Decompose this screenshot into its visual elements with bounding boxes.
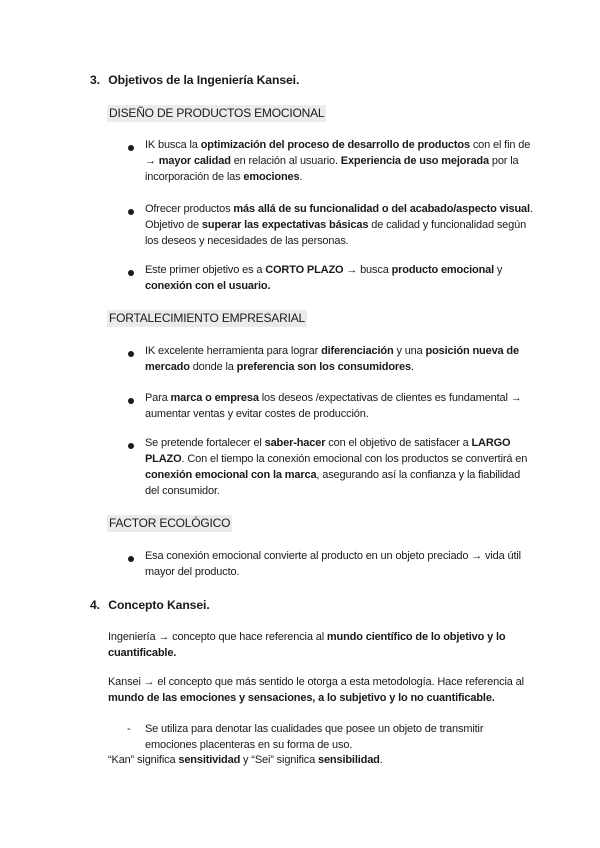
bullet-ecologico-1: Esa conexión emocional convierte al producto en un objeto preciado → vida útil mayor del producto. (145, 550, 521, 578)
bullet-fortalecimiento-3: Se pretende fortalecer el saber-hacer con el objetivo de satisfacer a LARGO PLAZO. Con el tiempo la conexión emocional con los productos se convertirá en conexión emocional con la marca, asegurando así la confianza y la fiabilidad del consumidor. (145, 437, 528, 497)
bullet-fortalecimiento-2: Para marca o empresa los deseos /expectativas de clientes es fundamental → aumentar ventas y evitar costes de producción. (145, 392, 522, 420)
dash-marker: - (127, 723, 131, 735)
subheading-fortalecimiento: FORTALECIMIENTO EMPRESARIAL (109, 311, 305, 325)
paragraph-kan-sei: “Kan” significa sensitividad y “Sei” significa sensibilidad. (108, 754, 383, 766)
bullet-marker (128, 145, 134, 151)
section-4-heading (90, 598, 210, 612)
section-3-number: 3. (90, 73, 100, 87)
paragraph-ingenieria: Ingeniería → concepto que hace referencia al mundo científico de lo objetivo y lo cuantificable. (108, 631, 506, 659)
section-3-heading (90, 73, 299, 87)
bullet-diseno-3: Este primer objetivo es a CORTO PLAZO → busca producto emocional y conexión con el usuario. (145, 264, 503, 292)
bullet-marker (128, 351, 134, 357)
dash-item: Se utiliza para denotar las cualidades que posee un objeto de transmitir emociones placenteras en su forma de uso. (145, 723, 484, 751)
section-4-title: Concepto Kansei. (108, 598, 210, 612)
bullet-diseno-2: Ofrecer productos más allá de su funcionalidad o del acabado/aspecto visual. Objetivo de superar las expectativas básicas de calidad y funcionalidad según los deseos y necesidades de las personas. (145, 203, 533, 247)
bullet-diseno-1: IK busca la optimización del proceso de desarrollo de productos con el fin de → mayor calidad en relación al usuario. Experiencia de uso mejorada por la incorporación de las emociones. (145, 139, 531, 183)
bullet-marker (128, 443, 134, 449)
bullet-marker (128, 270, 134, 276)
bullet-fortalecimiento-1: IK excelente herramienta para lograr diferenciación y una posición nueva de mercado donde la preferencia son los consumidores. (145, 345, 519, 373)
subheading-diseno: DISEÑO DE PRODUCTOS EMOCIONAL (109, 106, 325, 120)
paragraph-kansei: Kansei → el concepto que más sentido le otorga a esta metodología. Hace referencia al mundo de las emociones y sensaciones, a lo subjetivo y lo no cuantificable. (108, 676, 524, 704)
bullet-marker (128, 556, 134, 562)
bullet-marker (128, 398, 134, 404)
subheading-ecologico: FACTOR ECOLÓGICO (109, 516, 231, 530)
section-4-number: 4. (90, 598, 100, 612)
bullet-marker (128, 209, 134, 215)
section-3-title: Objetivos de la Ingeniería Kansei. (108, 73, 300, 87)
